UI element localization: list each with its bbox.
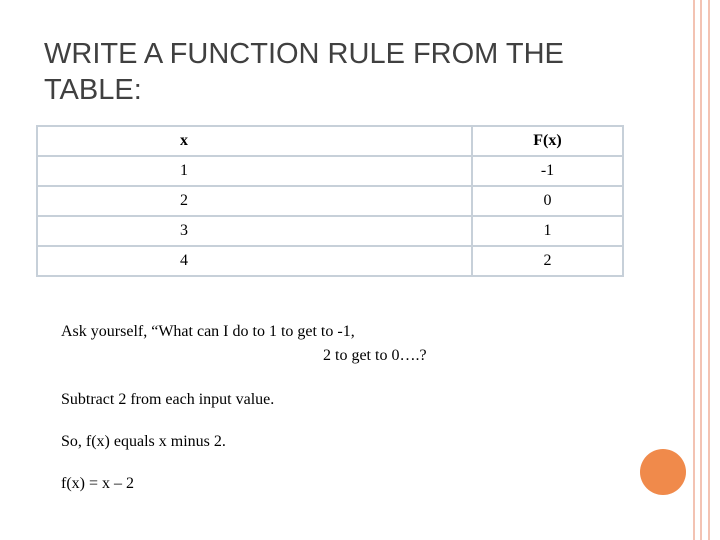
header-fx: F(x) — [472, 126, 623, 156]
table-row — [37, 186, 623, 216]
table-row — [37, 156, 623, 186]
so-text: So, f(x) equals x minus 2. — [61, 433, 226, 450]
slide-border-line-1 — [693, 0, 695, 540]
decorative-circle — [640, 449, 686, 495]
question-line-1: Ask yourself, “What can I do to 1 to get to -1, — [61, 323, 355, 340]
question-line-2: 2 to get to 0….? — [323, 347, 427, 364]
table-row — [37, 216, 623, 246]
rule-text: f(x) = x – 2 — [61, 475, 135, 492]
cell-fx: 1 — [472, 216, 623, 246]
cell-fx: -1 — [472, 156, 623, 186]
slide-title — [44, 36, 644, 108]
cell-fx: 2 — [472, 246, 623, 276]
cell-fx: 0 — [472, 186, 623, 216]
cell-x: 2 — [37, 186, 472, 216]
header-x: x — [37, 126, 472, 156]
table-row — [37, 246, 623, 276]
table-header-row — [37, 126, 623, 156]
answer-text: Subtract 2 from each input value. — [61, 391, 275, 408]
title-line-2: TABLE: — [44, 74, 142, 106]
cell-x: 4 — [37, 246, 472, 276]
cell-x: 3 — [37, 216, 472, 246]
explanation-notes — [61, 320, 427, 496]
slide-border-line-2 — [700, 0, 702, 540]
slide-border-line-3 — [708, 0, 710, 540]
title-line-1: WRITE A FUNCTION RULE FROM THE — [44, 38, 564, 70]
cell-x: 1 — [37, 156, 472, 186]
function-table — [36, 125, 624, 277]
